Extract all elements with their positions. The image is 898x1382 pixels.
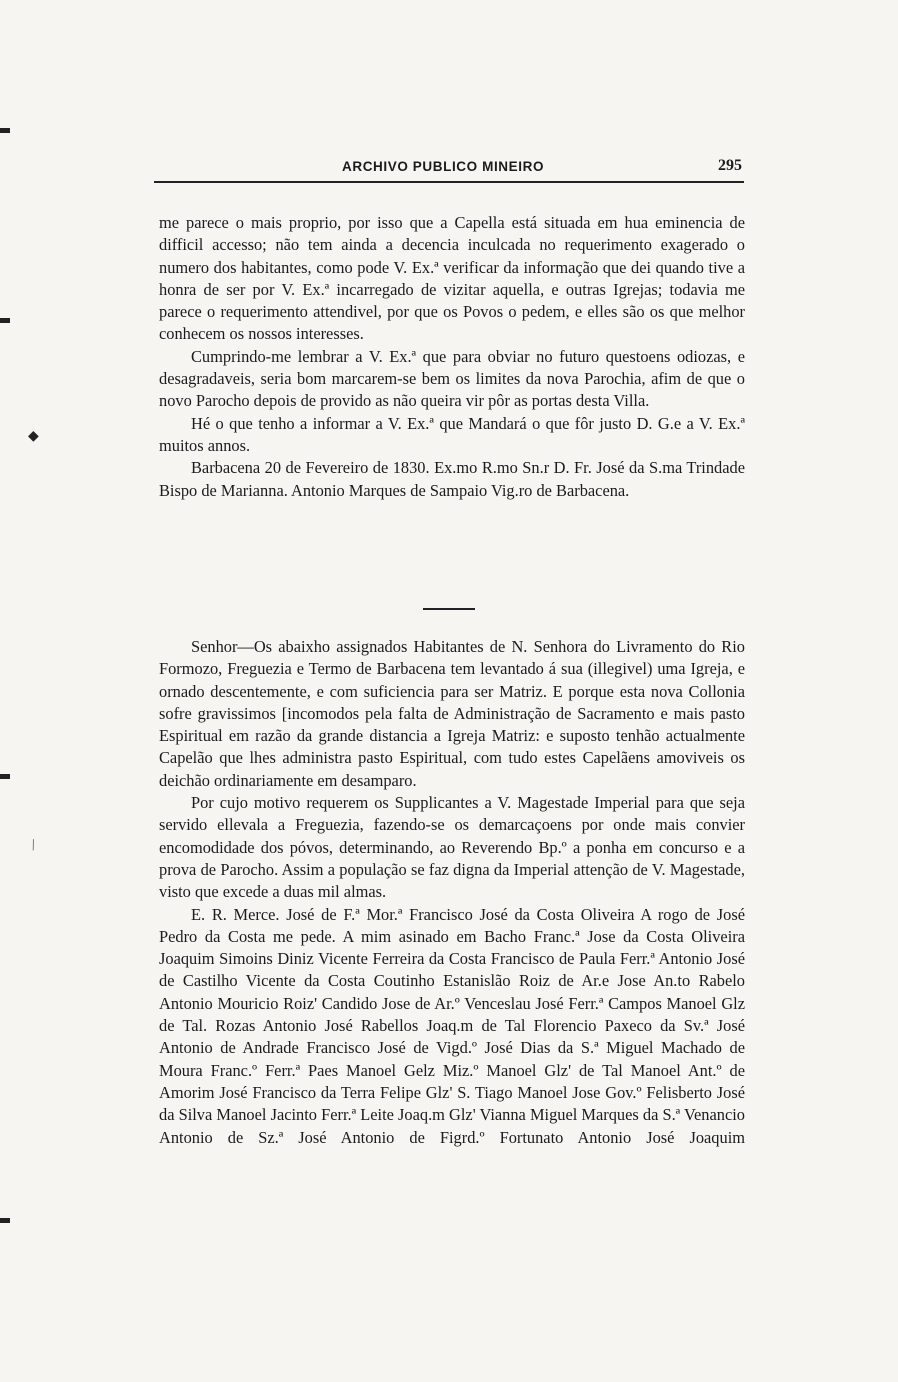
letter-body	[159, 212, 745, 502]
margin-mark	[0, 1218, 10, 1223]
paragraph: Por cujo motivo requerem os Supplicantes a V. Magestade Imperial para que seja servido ellevala a Freguezia, fazendo-se os demarcaçoens por onde mais convier encomodidade dos póvos, determinando, ao Reverendo Bp.º a ponha em concurso e a prova de Parocho. Assim a população se faz digna da Imperial attenção de V. Magestade, visto que excede a duas mil almas.	[159, 793, 745, 902]
paragraph: E. R. Merce. José de F.ª Mor.ª Francisco José da Costa Oliveira A rogo de José Pedro da Costa me pede. A mim asinado em Bacho Franc.ª Jose da Costa Oliveira Joaquim Simoins Diniz Vicente Ferreira da Costa Francisco de Paula Ferr.ª Antonio José de Castilho Vicente da Costa Coutinho Estanislão Roiz de Ar.e Jose An.to Rabelo Antonio Mouricio Roiz' Candido Jose de Ar.º Venceslau José Ferr.ª Campos Manoel Glz de Tal. Rozas Antonio José Rabellos Joaq.m de Tal Florencio Paxeco da Sv.ª José Antonio de Andrade Francisco José de Vigd.º José Dias da S.ª Miguel Machado de Moura Franc.º Ferr.ª Paes Manoel Gelz Miz.º Manoel Glz' de Tal Manoel Ant.º de Amorim José Francisco da Terra Felipe Glz' S. Tiago Manoel Jose Gov.º Felisberto José da Silva Manoel Jacinto Ferr.ª Leite Joaq.m Glz' Vianna Miguel Marques da S.ª Venancio Antonio de Sz.ª José Antonio de Figrd.º Fortunato Antonio José Joaquim	[159, 904, 745, 1147]
running-title: ARCHIVO PUBLICO MINEIRO	[342, 159, 545, 174]
paragraph: me parece o mais proprio, por isso que a Capella está situada em hua eminencia de difficil accesso; não tem ainda a decencia inculcada no requerimento exagerado o numero dos habitantes, como pode V. Ex.ª verificar da informação que dei quando tive a honra de ser por V. Ex.ª incarregado de vizitar aquella, e outras Igrejas; todavia me parece o requerimento attendivel, por que os Povos o pedem, e elles são os que melhor conhecem os nossos interesses.	[159, 213, 745, 344]
page-number: 295	[718, 157, 742, 174]
ink-speck: ⁄	[28, 838, 40, 853]
paragraph: Hé o que tenho a informar a V. Ex.ª que Mandará o que fôr justo D. G.e a V. Ex.ª muitos annos.	[159, 413, 745, 455]
section-divider	[423, 608, 475, 610]
ink-speck: ◆	[28, 429, 39, 444]
petition-body	[159, 636, 745, 1149]
margin-mark	[0, 774, 10, 779]
running-header	[154, 155, 744, 185]
margin-mark	[0, 318, 10, 323]
paragraph: Senhor—Os abaixho assignados Habitantes de N. Senhora do Livramento do Rio Formozo, Freguezia e Termo de Barbacena tem levantado á sua (illegivel) uma Igreja, e ornado descentemente, e com suficiencia para ser Matriz. E porque esta nova Collonia sofre gravissimos [incomodos pela falta de Administração de Sacramento e mais pasto Espiritual em razão da grande distancia a Igreja Matriz: e suposto tenhão actualmente Capelão que lhes administra pasto Espiritual, com tudo estes Capelãens amoviveis os deichão ordinariamente em desamparo.	[159, 637, 745, 790]
paragraph: Cumprindo-me lembrar a V. Ex.ª que para obviar no futuro questoens odiozas, e desagradaveis, seria bom marcarem-se bem os limites da nova Parochia, afim de que o novo Parocho depois de provido as não queira vir pôr as portas desta Villa.	[159, 346, 745, 411]
header-rule	[154, 181, 744, 183]
paragraph: Barbacena 20 de Fevereiro de 1830. Ex.mo R.mo Sn.r D. Fr. José da S.ma Trindade Bispo de Marianna. Antonio Marques de Sampaio Vig.ro de Barbacena.	[159, 458, 745, 500]
margin-mark	[0, 128, 10, 133]
